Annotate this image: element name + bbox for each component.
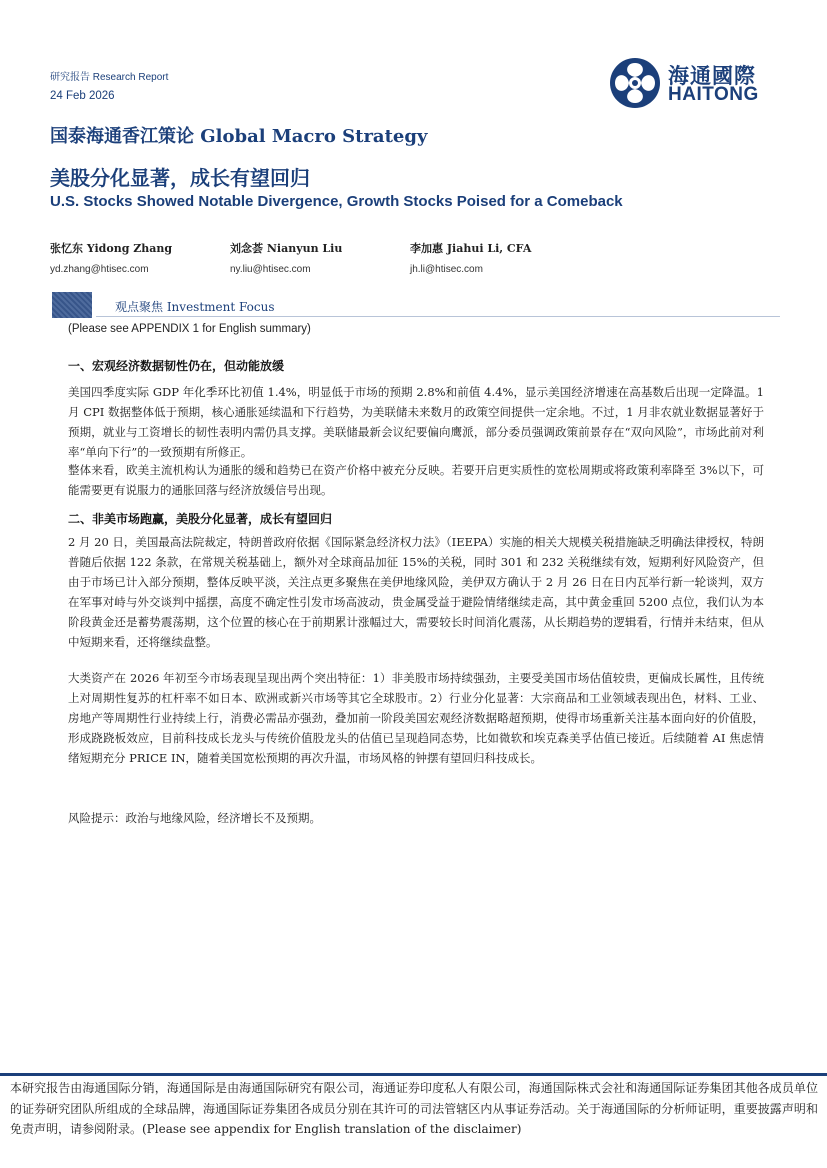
appendix-note: (Please see APPENDIX 1 for English summary) [68,323,311,335]
author-email[interactable]: yd.zhang@htisec.com [50,264,149,275]
author-email[interactable]: ny.liu@htisec.com [230,264,311,275]
paragraph: 美国四季度实际 GDP 年化季环比初值 1.4%，明显低于市场的预期 2.8%和前值 4.4%，显示美国经济增速在高基数后出现一定降温。1 月 CPI 数据整体低于预期，核心通胀延续温和下行趋势，为美联储未来数月的政策空间提供一定余地。不过，1 月非农就业数据显著好于预期，就业与工资增长的韧性表明内需仍具支撑。美联储最新会议纪要偏向鹰派，部分委员强调政策前景存在“双向风险”，市场此前对利率“单向下行”的一致预期有所修正。 [68,385,764,459]
section-heading: 一、宏观经济数据韧性仍在，但动能放缓 [68,359,285,373]
footer-divider [0,1073,827,1076]
logo-english-text: HAITONG [668,84,759,105]
report-title-chinese: 美股分化显著，成长有望回归 [50,166,310,190]
section-heading: 二、非美市场跑赢，美股分化显著，成长有望回归 [68,512,333,526]
author-name: 刘念荟 Nianyun Liu [230,242,343,255]
focus-divider [96,316,780,317]
footer-disclaimer: 本研究报告由海通国际分销，海通国际是由海通国际研究有限公司，海通证券印度私人有限公司，海通国际株式会社和海通国际证券集团其他各成员单位的证券研究团队所组成的全球品牌，海通国际证券集团各成员分别在其许可的司法管辖区内从事证券活动。关于海通国际的分析师证明，重要披露声明和免责声明，请参阅附录。(Please see appendix for English translation of the disclaimer) [10,1081,818,1136]
logo-chinese-text: 海通國際 [668,64,756,88]
author-name: 张忆东 Yidong Zhang [50,242,173,255]
author-name: 李加惠 Jiahui Li, CFA [410,242,532,255]
report-type-label: 研究报告 Research Report [50,72,169,83]
risk-warning: 风险提示：政治与地缘风险，经济增长不及预期。 [68,811,321,825]
series-title: 国泰海通香江策论 Global Macro Strategy [50,126,428,147]
investment-focus-heading: 观点聚焦 Investment Focus [115,300,275,314]
report-title-english: U.S. Stocks Showed Notable Divergence, Growth Stocks Poised for a Comeback [50,193,623,210]
haitong-logo [608,56,778,108]
paragraph: 大类资产在 2026 年初至今市场表现呈现出两个突出特征：1）非美股市场持续强劲，主要受美国市场估值较贵，更偏成长属性，且传统上对周期性复苏的杠杆率不如日本、欧洲或新兴市场等其它全球股市。2）行业分化显著：大宗商品和工业领域表现出色，材料、工业、房地产等周期性行业持续上行，消费必需品亦强劲，叠加前一阶段美国宏观经济数据略超预期，使得市场重新关注基本面向好的价值股，形成跷跷板效应，目前科技成长龙头与传统价值股龙头的估值已呈现趋同态势，比如微软和埃克森美孚估值已接近。后续随着 AI 焦虑情绪短期充分 PRICE IN，随着美国宽松预期的再次升温，市场风格的钟摆有望回归科技成长。 [68,671,764,765]
report-date: 24 Feb 2026 [50,90,115,102]
paragraph: 整体来看，欧美主流机构认为通胀的缓和趋势已在资产价格中被充分反映。若要开启更实质性的宽松周期或将政策利率降至 3%以下，可能需要更有说服力的通胀回落与经济放缓信号出现。 [68,463,764,497]
author-email[interactable]: jh.li@htisec.com [410,264,483,275]
haitong-emblem-icon [608,56,662,110]
focus-marker-block [52,292,92,318]
paragraph: 2 月 20 日，美国最高法院裁定，特朗普政府依据《国际紧急经济权力法》（IEEPA）实施的相关大规模关税措施缺乏明确法律授权，特朗普随后依据 122 条款，在常规关税基础上，额外对全球商品加征 15%的关税，同时 301 和 232 关税继续有效，短期利好风险资产，但由于市场已计入部分预期，整体反映平淡，关注点更多聚焦在美伊地缘风险，美伊双方确认于 2 月 26 日在日内瓦举行新一轮谈判，双方在军事对峙与外交谈判中摇摆，高度不确定性引发市场高波动，贵金属受益于避险情绪继续走高，其中黄金重回 5200 点位，我们认为本阶段黄金还是蓄势震荡期，这个位置的核心在于前期累计涨幅过大，需要较长时间消化震荡，从长期趋势的逻辑看，行情并未结束，但从中短期来看，还将继续盘整。 [68,535,764,649]
